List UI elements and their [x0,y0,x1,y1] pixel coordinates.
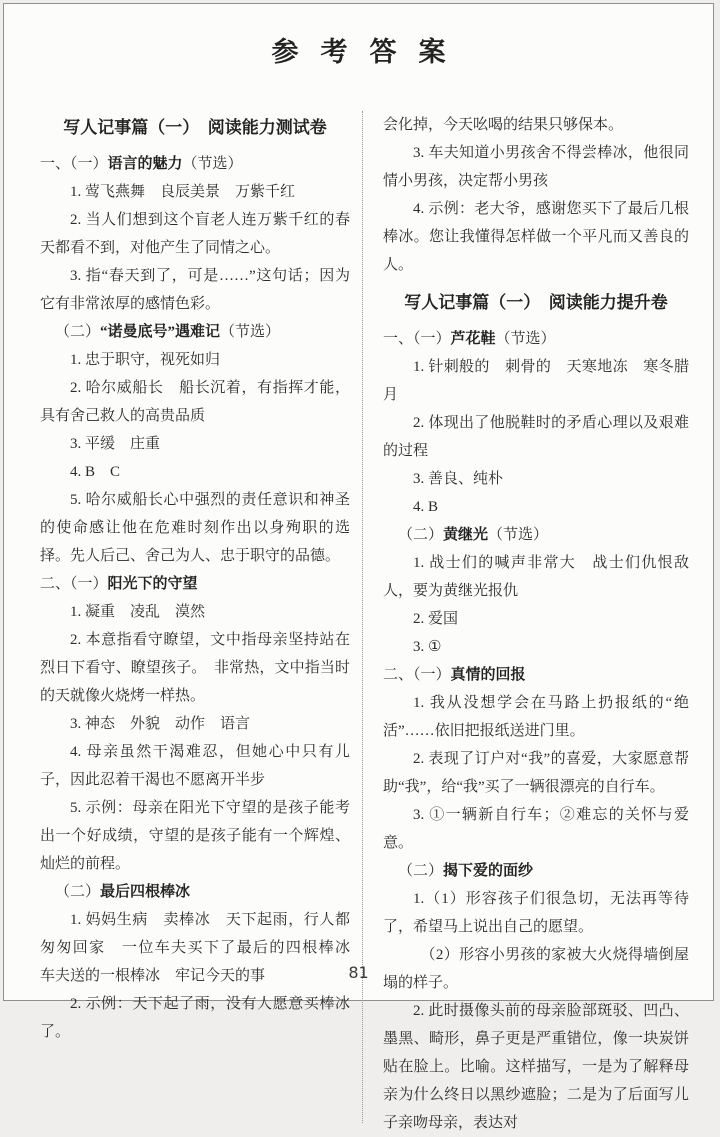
answer-line [383,801,689,857]
answer-line [40,878,350,906]
answer-text: 3. 车夫知道小男孩舍不得尝棒冰，他很同情小男孩，决定帮小男孩 [383,145,689,189]
answer-text: 4. B C [70,464,121,480]
answer-text: 1. 战士们的喊声非常大 战士们仇恨敌人，要为黄继光报仇 [383,555,689,599]
answer-line [383,139,689,195]
section-heading [40,113,350,143]
answer-text: （节选） [220,324,281,340]
answer-line [40,206,350,262]
answer-line [383,689,689,745]
answer-line [383,465,689,493]
answer-text: （节选） [488,527,549,543]
answer-text-bold: 最后四根棒冰 [100,884,191,900]
answer-text-bold: 阳光下的守望 [107,576,198,592]
answer-text-bold: 写人记事篇（一） 阅读能力提升卷 [404,293,668,312]
answer-text: （二） [398,863,444,879]
answer-line [383,353,689,409]
answer-line [383,521,689,549]
answer-line [40,990,350,1046]
answer-text: （二） [398,527,444,543]
answer-line [383,605,689,633]
answer-text: 二、（一） [383,667,451,683]
answer-line [40,262,350,318]
answer-text: 一、（一） [40,156,108,172]
answer-key-page [3,3,714,1131]
answer-text-bold: 语言的魅力 [107,156,183,172]
answer-text-bold: 写人记事篇（一） 阅读能力测试卷 [63,118,327,137]
answer-text: 1. 针刺般的 刺骨的 天寒地冻 寒冬腊月 [383,359,689,403]
answer-text: 1. 莺飞燕舞 良辰美景 万紫千红 [70,184,296,200]
answer-line [383,633,689,661]
answer-line [40,458,350,486]
answer-line [40,570,350,598]
answer-text: 1.（1）形容孩子们很急切，无法再等待了，希望马上说出自己的愿望。 [383,891,689,935]
answer-line [40,486,350,570]
page-number: 81 [348,963,369,982]
section-heading [383,288,689,318]
answer-line [40,178,350,206]
answer-line [383,195,689,279]
answer-text: （二） [55,884,101,900]
right-column [363,111,689,1137]
answer-text-bold: 黄继光 [443,527,489,543]
answer-text: 2. 当人们想到这个盲老人连万紫千红的春天都看不到，对他产生了同情之心。 [40,212,350,256]
answer-line [40,318,350,346]
answer-line [40,794,350,878]
answer-line [383,325,689,353]
answer-text: 5. 示例：母亲在阳光下守望的是孩子能考出一个好成绩，守望的是孩子能有一个辉煌、灿烂的前程。 [40,800,350,872]
answer-text: 4. B [413,499,439,515]
answer-text: 4. 示例：老大爷，感谢您买下了最后几根棒冰。您让我懂得怎样做一个平凡而又善良的人。 [383,201,689,273]
two-column-layout [40,111,689,1137]
answer-line [383,661,689,689]
answer-line [40,626,350,710]
answer-text: 会化掉，今天吆喝的结果只够保本。 [383,117,624,133]
answer-text: 一、（一） [383,331,451,347]
answer-text: 2. 表现了订户对“我”的喜爱，大家愿意帮助“我”，给“我”买了一辆很漂亮的自行车。 [383,751,689,795]
answer-line [40,738,350,794]
answer-line [40,430,350,458]
answer-text: （节选） [182,156,243,172]
answer-text: 2. 体现出了他脱鞋时的矛盾心理以及艰难的过程 [383,415,689,459]
answer-line [383,549,689,605]
answer-text: （2）形容小男孩的家被大火烧得墙倒屋塌的样子。 [383,947,689,991]
answer-text: 2. 爱国 [413,611,459,627]
answer-text: 2. 示例：天下起了雨，没有人愿意买棒冰了。 [40,996,350,1040]
answer-line [40,710,350,738]
answer-line [40,598,350,626]
left-column [40,111,366,1137]
answer-text: 2. 本意指看守瞭望，文中指母亲坚持站在烈日下看守、瞭望孩子。 非常热，文中指当时的天就像火烧烤一样热。 [40,632,350,704]
answer-line [40,150,350,178]
answer-text: 1. 忠于职守，视死如归 [70,352,221,368]
answer-line [383,111,689,139]
answer-text: 3. 指“春天到了，可是……”这句话；因为它有非常浓厚的感情色彩。 [40,268,350,312]
answer-text: 3. ①一辆新自行车；②难忘的关怀与爱意。 [383,807,689,851]
answer-line [383,885,689,941]
answer-text: 3. 神态 外貌 动作 语言 [70,716,251,732]
answer-text-bold: “诺曼底号”遇难记 [100,324,221,340]
answer-line [383,745,689,801]
answer-text: 3. ① [413,639,442,655]
answer-line [383,857,689,885]
answer-text: 1. 我从没想学会在马路上扔报纸的“绝活”……依旧把报纸送进门里。 [383,695,689,739]
answer-text: 3. 善良、纯朴 [413,471,504,487]
answer-text: 3. 平缓 庄重 [70,436,161,452]
answer-text: 2. 此时摄像头前的母亲脸部斑驳、凹凸、墨黑、畸形，鼻子更是严重错位，像一块炭饼贴在脸上。比喻。这样描写，一是为了解释母亲为什么终日以黑纱遮脸；二是为了后面写儿子亲吻母亲，表达对 [383,1003,689,1131]
answer-text: 4. 母亲虽然干渴难忍，但她心中只有儿子，因此忍着干渴也不愿离开半步 [40,744,350,788]
answer-text: （二） [55,324,101,340]
page-title: 参考答案 [271,37,468,67]
answer-text: 1. 妈妈生病 卖棒冰 天下起雨，行人都匆匆回家 一位车夫买下了最后的四根棒冰 车夫送的一根棒冰 牢记今天的事 [40,912,366,984]
answer-text-bold: 揭下爱的面纱 [443,863,534,879]
answer-line [383,997,689,1137]
answer-text: 二、（一） [40,576,108,592]
answer-line [40,374,350,430]
answer-line [40,346,350,374]
answer-line [383,493,689,521]
answer-text-bold: 真情的回报 [450,667,526,683]
answer-text: （节选） [495,331,556,347]
answer-line [383,409,689,465]
answer-text-bold: 芦花鞋 [450,331,496,347]
answer-text: 2. 哈尔威船长 船长沉着，有指挥才能，具有舍己救人的高贵品质 [40,380,350,424]
answer-text: 1. 凝重 凌乱 漠然 [70,604,206,620]
answer-text: 5. 哈尔威船长心中强烈的责任意识和神圣的使命感让他在危难时刻作出以身殉职的选择。先人后己、舍己为人、忠于职守的品德。 [40,492,350,564]
